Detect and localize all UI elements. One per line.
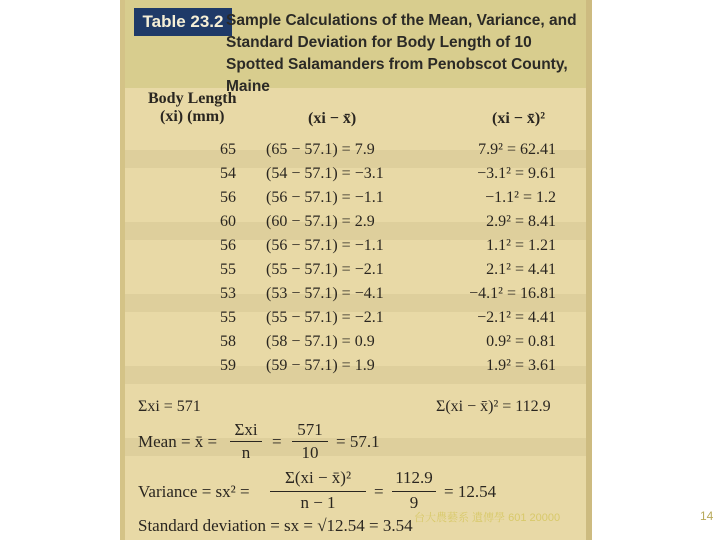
- table-row: [120, 309, 592, 333]
- table-row: [120, 237, 592, 261]
- variance-eq: =: [374, 482, 384, 501]
- cell-squared: 1.9² = 3.61: [486, 357, 556, 374]
- table-row: [120, 213, 592, 237]
- cell-deviation: (53 − 57.1) = −4.1: [266, 285, 384, 302]
- cell-squared: −2.1² = 4.41: [477, 309, 556, 326]
- table-row: [120, 285, 592, 309]
- variance-lhs: Variance = sx² =: [138, 482, 250, 501]
- cell-deviation: (65 − 57.1) = 7.9: [266, 141, 375, 158]
- cell-squared: 7.9² = 62.41: [478, 141, 556, 158]
- mean-den2: 10: [301, 443, 319, 462]
- mean-eq: =: [272, 432, 282, 451]
- table-caption: Sample Calculations of the Mean, Variance, and Standard Deviation for Body Length of 10 Spotted Salamanders from Penobscot County, Maine: [226, 12, 577, 95]
- sum-squared-deviations: Σ(xi − x̄)² = 112.9: [436, 398, 551, 415]
- cell-deviation: (58 − 57.1) = 0.9: [266, 333, 375, 350]
- cell-x: 65: [220, 141, 236, 158]
- header-squared-deviation: (xi − x̄)²: [492, 110, 546, 127]
- variance-den2: 9: [409, 493, 419, 512]
- cell-squared: 0.9² = 0.81: [486, 333, 556, 350]
- cell-x: 58: [220, 333, 236, 350]
- table-row: [120, 261, 592, 285]
- header-body-length: Body Length: [148, 90, 237, 107]
- cell-x: 56: [220, 189, 236, 206]
- cell-squared: −3.1² = 9.61: [477, 165, 556, 182]
- cell-x: 59: [220, 357, 236, 374]
- variance-den1: n − 1: [300, 493, 336, 512]
- mean-num1: Σxi: [234, 420, 258, 439]
- cell-deviation: (54 − 57.1) = −3.1: [266, 165, 384, 182]
- footer-credit: 台大農藝系 遺傳學 601 20000: [414, 512, 561, 524]
- table-row: [120, 141, 592, 165]
- cell-squared: 1.1² = 1.21: [486, 237, 556, 254]
- table-row: [120, 357, 592, 381]
- cell-squared: −4.1² = 16.81: [469, 285, 556, 302]
- cell-squared: −1.1² = 1.2: [485, 189, 556, 206]
- mean-num2: 571: [297, 420, 323, 439]
- cell-squared: 2.1² = 4.41: [486, 261, 556, 278]
- mean-lhs: Mean = x̄ =: [138, 432, 218, 451]
- sum-x: Σxi = 571: [138, 398, 201, 415]
- cell-squared: 2.9² = 8.41: [486, 213, 556, 230]
- cell-deviation: (56 − 57.1) = −1.1: [266, 189, 384, 206]
- mean-result: = 57.1: [336, 432, 380, 451]
- header-xi-mm: (xi) (mm): [160, 108, 225, 125]
- variance-num1: Σ(xi − x̄)²: [284, 468, 352, 487]
- page-number: 14: [700, 509, 714, 523]
- cell-x: 55: [220, 309, 236, 326]
- cell-deviation: (59 − 57.1) = 1.9: [266, 357, 375, 374]
- cell-deviation: (60 − 57.1) = 2.9: [266, 213, 375, 230]
- cell-x: 55: [220, 261, 236, 278]
- cell-deviation: (56 − 57.1) = −1.1: [266, 237, 384, 254]
- table-title-bar: [120, 0, 592, 95]
- header-deviation: (xi − x̄): [308, 110, 357, 127]
- table-row: [120, 333, 592, 357]
- mean-den1: n: [241, 443, 251, 462]
- table-label: Table 23.2: [134, 8, 232, 36]
- standard-deviation: Standard deviation = sx = √12.54 = 3.54: [138, 516, 413, 535]
- cell-deviation: (55 − 57.1) = −2.1: [266, 309, 384, 326]
- cell-deviation: (55 − 57.1) = −2.1: [266, 261, 384, 278]
- table-row: [120, 165, 592, 189]
- textbook-page-photo: [120, 0, 592, 540]
- cell-x: 54: [220, 165, 236, 182]
- variance-result: = 12.54: [444, 482, 497, 501]
- page-edge-right: [586, 0, 592, 540]
- cell-x: 56: [220, 237, 236, 254]
- cell-x: 60: [220, 213, 236, 230]
- table-row: [120, 189, 592, 213]
- cell-x: 53: [220, 285, 236, 302]
- variance-num2: 112.9: [395, 468, 433, 487]
- page-edge-left: [120, 0, 125, 540]
